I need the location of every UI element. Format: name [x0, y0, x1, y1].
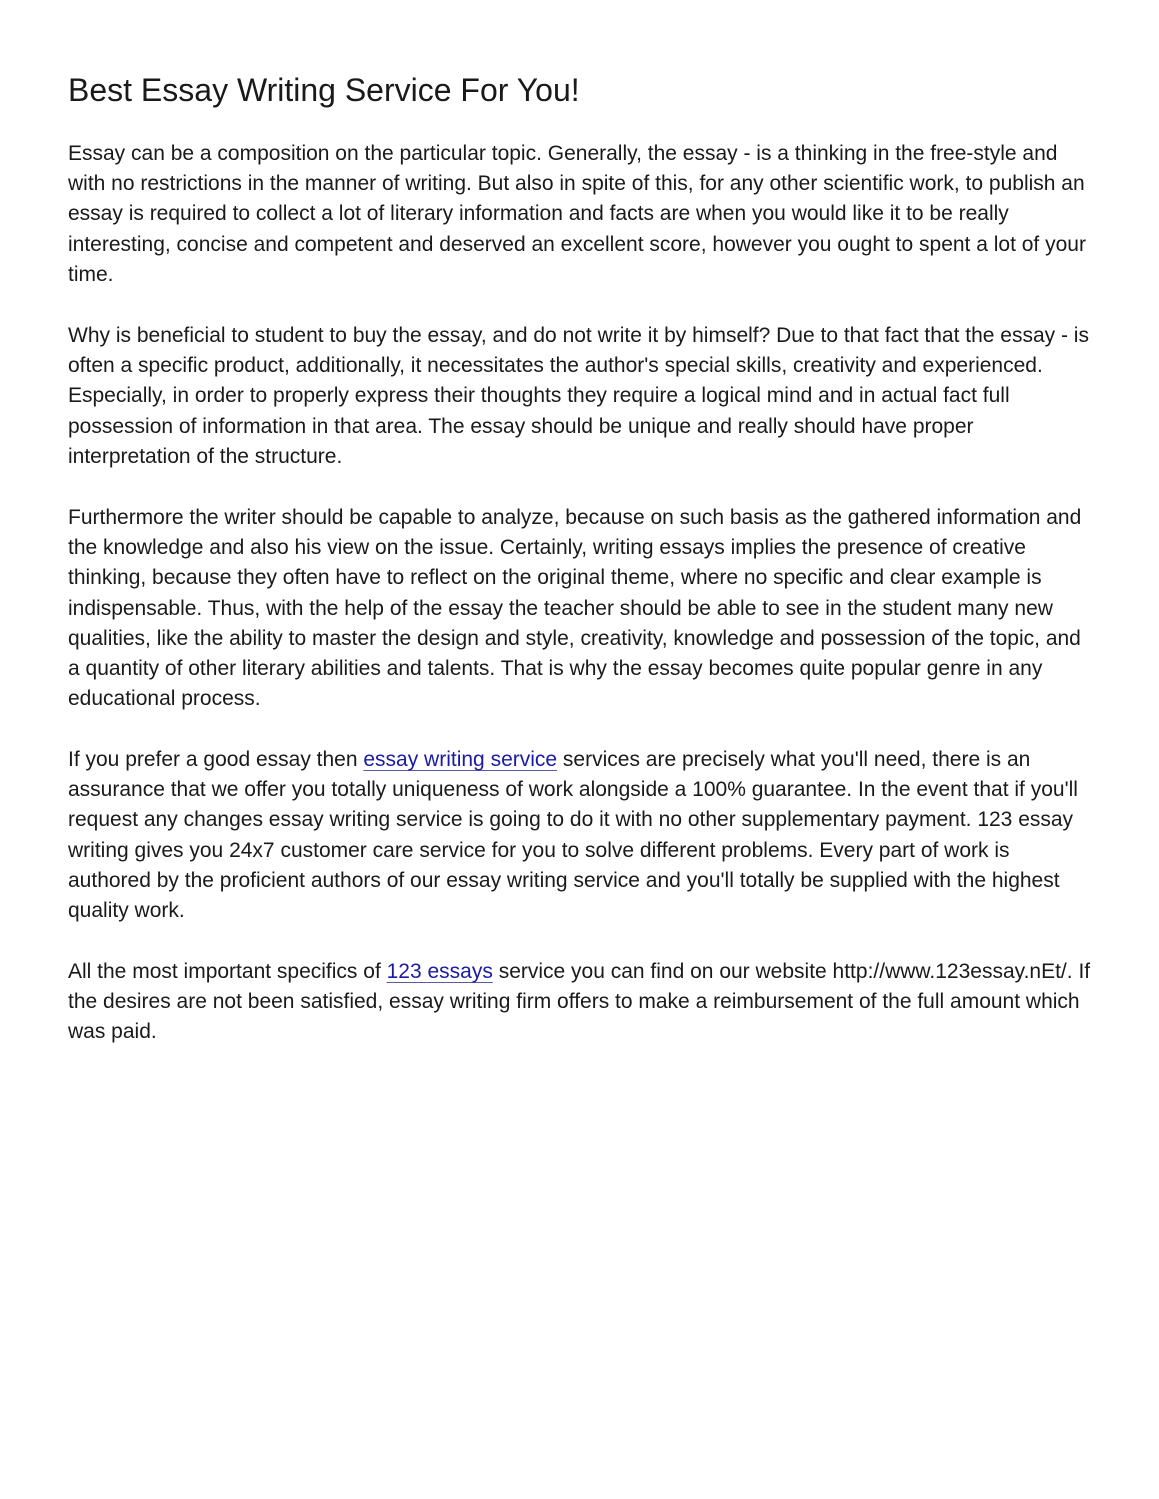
paragraph-specifics-text-after: service you can find on our website http://www.123essay.nEt/. If the desires are not been satisfied, essay writing firm offers to make a reimbursement of the full amount which was paid. — [68, 960, 1091, 1044]
paragraph-specifics — [68, 957, 1098, 1048]
essay-writing-service-link[interactable]: essay writing service — [363, 748, 558, 771]
paragraph-service-offer — [68, 745, 1098, 926]
page-title: Best Essay Writing Service For You! — [68, 72, 580, 108]
paragraph-specifics-text-before: All the most important specifics of — [68, 960, 387, 983]
paragraph-why-buy: Why is beneficial to student to buy the essay, and do not write it by himself? Due to that fact that the essay - is often a specific product, additionally, it necessitates the author's special skills, creativity and experienced. Especially, in order to properly express their thoughts they require a logical mind and in actual fact full possession of information in that area. The essay should be unique and really should have proper interpretation of the structure. — [68, 324, 1089, 468]
123-essays-link[interactable]: 123 essays — [386, 960, 493, 983]
paragraph-writer-skills: Furthermore the writer should be capable to analyze, because on such basis as the gathered information and the knowledge and also his view on the issue. Certainly, writing essays implies the presence of creative thinking, because they often have to reflect on the original theme, where no specific and clear example is indispensable. Thus, with the help of the essay the teacher should be able to see in the student many new qualities, like the ability to master the design and style, creativity, knowledge and possession of the topic, and a quantity of other literary abilities and talents. That is why the essay becomes quite popular genre in any educational process. — [68, 506, 1082, 711]
paragraph-intro: Essay can be a composition on the particular topic. Generally, the essay - is a thinking in the free-style and with no restrictions in the manner of writing. But also in spite of this, for any other scientific work, to publish an essay is required to collect a lot of literary information and facts are when you would like it to be really interesting, concise and competent and deserved an excellent score, however you ought to spent a lot of your time. — [68, 142, 1086, 286]
paragraph-service-offer-text-after: services are precisely what you'll need, there is an assurance that we offer you totally uniqueness of work alongside a 100% guarantee. In the event that if you'll request any changes essay writing service is going to do it with no other supplementary payment. 123 essay writing gives you 24x7 customer care service for you to solve different problems. Every part of work is authored by the proficient authors of our essay writing service and you'll totally be supplied with the highest quality work. — [68, 748, 1078, 923]
paragraph-service-offer-text-before: If you prefer a good essay then — [68, 748, 364, 771]
